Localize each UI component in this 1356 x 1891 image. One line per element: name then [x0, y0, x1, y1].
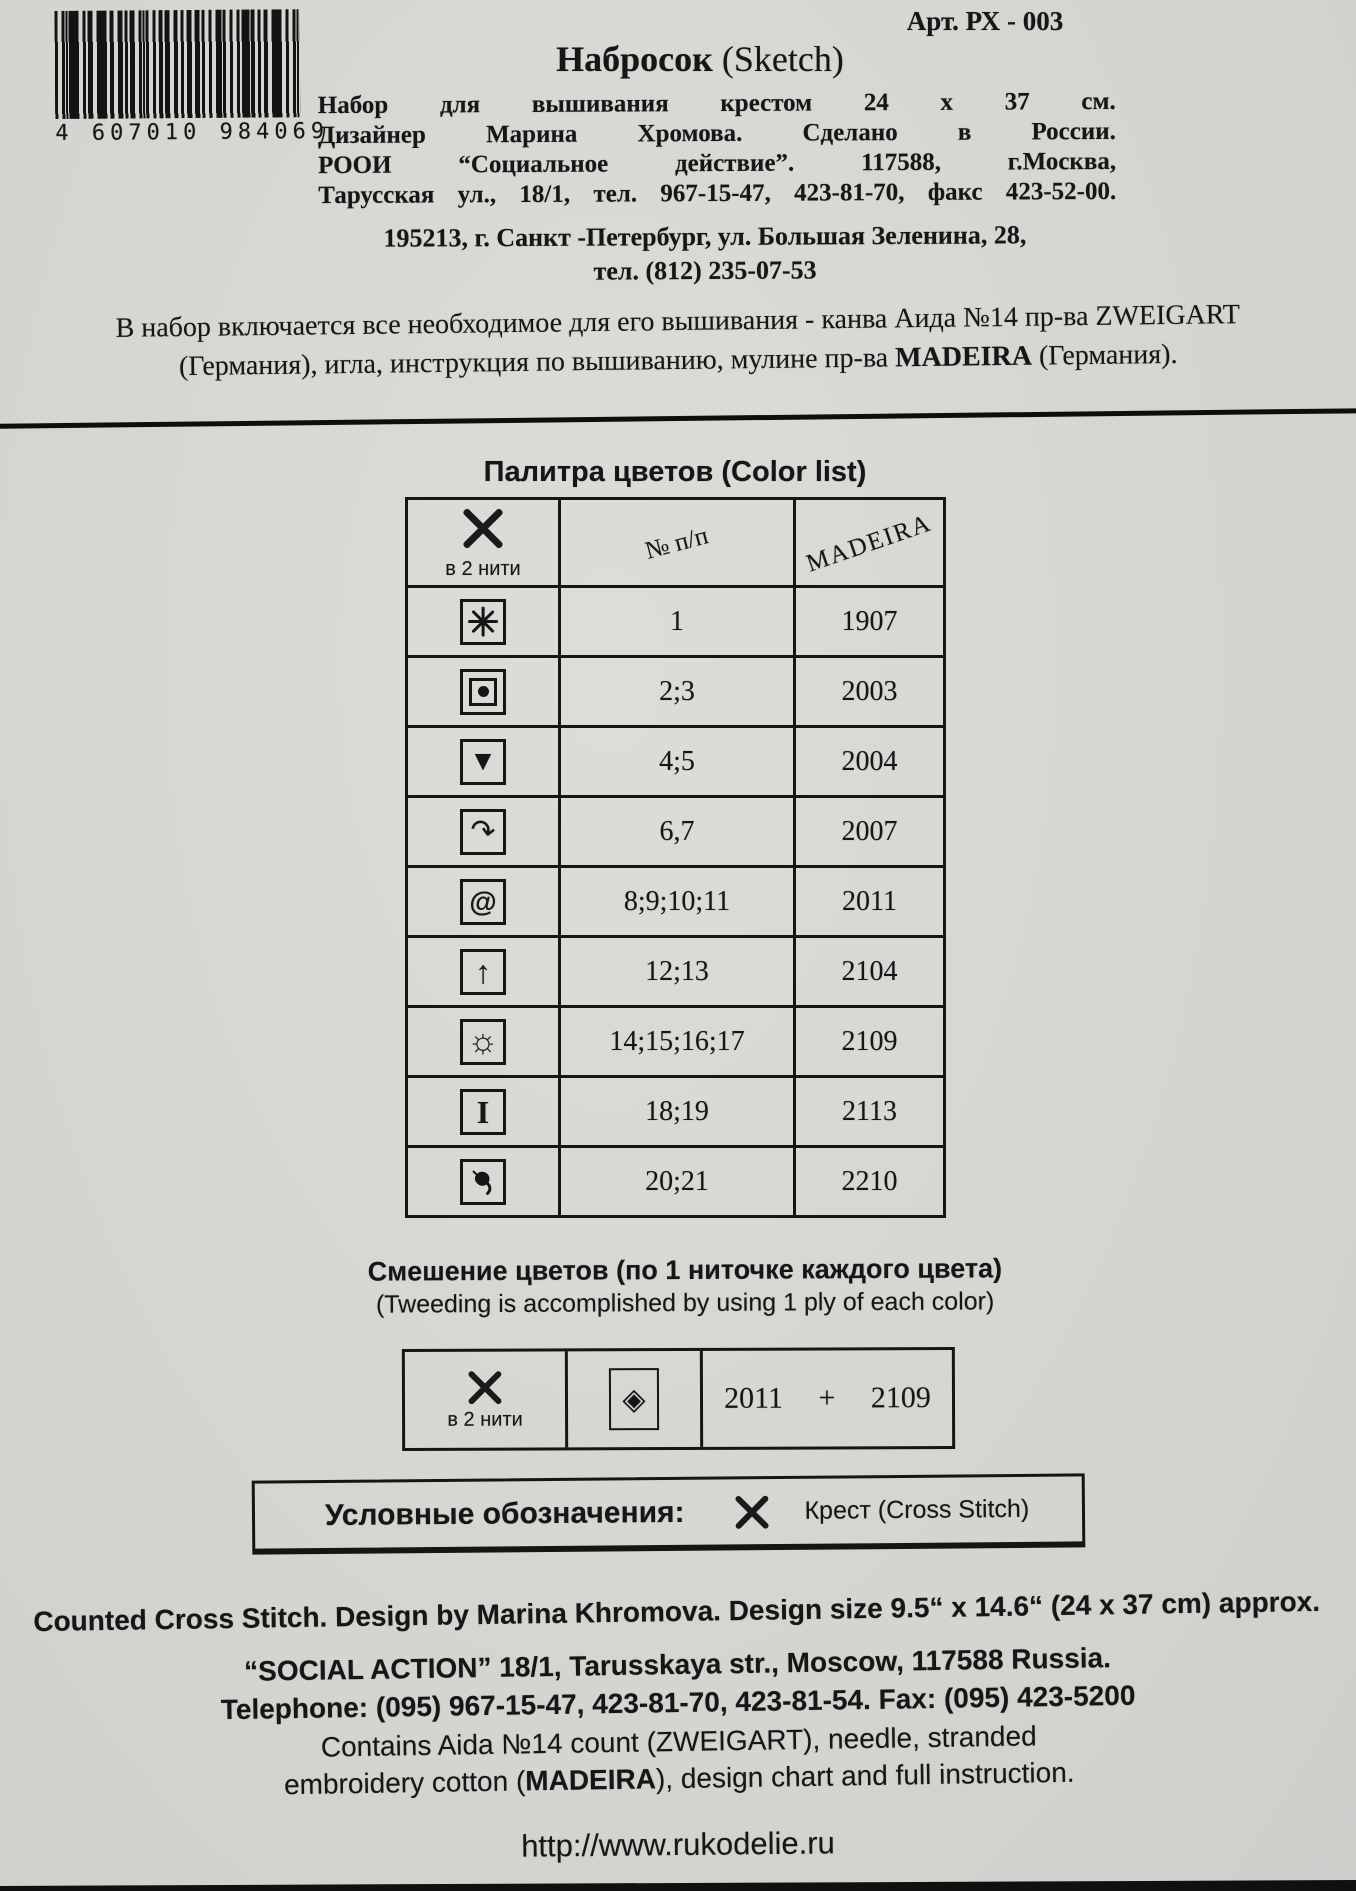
- header-cell-madeira: [795, 499, 945, 587]
- thread-numbers: 1: [560, 587, 795, 657]
- legend-label: Условные обозначения:: [324, 1495, 685, 1532]
- tweeding-heading: [230, 1253, 1140, 1321]
- madeira-code: 2104: [795, 937, 945, 1007]
- footer-design-line: Counted Cross Stitch. Design by Marina Khromova. Design size 9.5“ x 14.6“ (24 x 37 cm) approx.: [33, 1585, 1321, 1638]
- madeira-code: 2003: [795, 657, 945, 727]
- kit-line: Дизайнер Марина Хромова. Сделано в России.: [317, 117, 1116, 150]
- two-ply-label: в 2 нити: [447, 1408, 523, 1431]
- table-row: [407, 727, 945, 797]
- tweeding-title-ru: Смешение цветов (по 1 ниточке каждого цвета): [367, 1253, 1003, 1287]
- header-cell-stitch: [407, 499, 560, 587]
- table-row: [407, 1147, 945, 1217]
- table-row: [407, 657, 945, 727]
- legend-box: [252, 1473, 1086, 1554]
- cross-stitch-icon: [460, 505, 506, 551]
- tweeding-mix-codes: 2011 + 2109: [724, 1381, 931, 1415]
- madeira-code: 1907: [795, 587, 945, 657]
- barcode-bars-icon: [55, 9, 301, 119]
- table-row: [407, 797, 945, 867]
- spb-address-line2: тел. (812) 235-07-53: [593, 255, 817, 286]
- tweeding-mix-cell: [703, 1350, 952, 1447]
- contents-paragraph: [15, 294, 1342, 388]
- thread-numbers: 8;9;10;11: [560, 867, 795, 937]
- thread-numbers: 20;21: [560, 1147, 795, 1217]
- barcode: [55, 9, 330, 146]
- table-header-row: [407, 499, 945, 587]
- arrow-up-icon: ↑: [460, 949, 506, 995]
- tweeding-stitch-cell: [405, 1351, 568, 1448]
- horizontal-divider: [0, 408, 1356, 429]
- article-number: Арт. РХ - 003: [906, 6, 1064, 36]
- barcode-digits: 4 607010 984069: [55, 119, 330, 146]
- thread-numbers: 14;15;16;17: [560, 1007, 795, 1077]
- spb-address-line1: 195213, г. Санкт -Петербург, ул. Большая Зеленина, 28,: [383, 220, 1027, 253]
- footer-contents-line1: Contains Aida №14 count (ZWEIGART), needle, stranded: [320, 1720, 1037, 1763]
- table-row: [407, 1007, 945, 1077]
- spb-address: [320, 218, 1090, 290]
- title-russian: Набросок: [556, 39, 713, 79]
- footer-contents-post: ), design chart and full instruction.: [655, 1756, 1075, 1795]
- madeira-code: 2113: [795, 1077, 945, 1147]
- madeira-code: 2007: [795, 797, 945, 867]
- thread-numbers: 6,7: [560, 797, 795, 867]
- contents-line1: В набор включается все необходимое для его вышивания - канва Аида №14 пр-ва ZWEIGART: [115, 299, 1241, 344]
- footer-phone-line: Telephone: (095) 967-15-47, 423-81-70, 423-81-54. Fax: (095) 423-5200: [220, 1679, 1136, 1726]
- header-cell-number: [560, 499, 795, 587]
- curved-hook-icon: ↷: [460, 809, 506, 855]
- palette-title: Палитра цветов (Color list): [483, 456, 867, 488]
- website-url: http://www.rukodelie.ru: [521, 1825, 835, 1864]
- kit-line: РООИ “Социальное действие”. 117588, г.Москва,: [318, 147, 1117, 180]
- thread-numbers: 4;5: [560, 727, 795, 797]
- legend-item: Крест (Cross Stitch): [804, 1494, 1030, 1525]
- table-row: [407, 937, 945, 1007]
- contents-line2-post: (Германия).: [1031, 338, 1178, 372]
- footer-contents-madeira: MADEIRA: [525, 1763, 657, 1797]
- thread-numbers: 12;13: [560, 937, 795, 1007]
- at-sign-icon: @: [460, 879, 506, 925]
- tweeding-table: [402, 1347, 955, 1451]
- table-row: [407, 587, 945, 657]
- cross-stitch-icon: [466, 1368, 504, 1406]
- kit-line: Набор для вышивания крестом 24 х 37 см.: [317, 87, 1116, 120]
- contents-line2-madeira: MADEIRA: [894, 340, 1033, 374]
- scan-edge-bar: [0, 1880, 1356, 1891]
- number-column-label: № п/п: [642, 521, 712, 565]
- diamond-in-diamond-icon: ◈: [609, 1368, 659, 1430]
- title-english: (Sketch): [712, 39, 844, 79]
- thread-numbers: 2;3: [560, 657, 795, 727]
- table-row: [407, 1077, 945, 1147]
- madeira-column-label: MADEIRA: [803, 508, 936, 578]
- madeira-code: 2011: [795, 867, 945, 937]
- tweeding-title-en: (Tweeding is accomplished by using 1 ply of each color): [375, 1287, 995, 1319]
- color-palette-table: [405, 497, 946, 1218]
- madeira-code: 2210: [795, 1147, 945, 1217]
- page-title: [400, 38, 1000, 80]
- footer-contents-pre: embroidery cotton (: [283, 1765, 526, 1801]
- asterisk-8-spoke-icon: [460, 599, 506, 645]
- yarn-blob-icon: [460, 1159, 506, 1205]
- square-with-dot-icon: [460, 669, 506, 715]
- cross-stitch-icon: [732, 1493, 770, 1531]
- two-ply-label: в 2 нити: [445, 557, 521, 580]
- footer-address-line: “SOCIAL ACTION” 18/1, Tarusskaya str., Moscow, 117588 Russia.: [243, 1642, 1112, 1687]
- contents-line2-pre: (Германия), игла, инструкция по вышиванию, мулине пр-ва: [178, 342, 896, 383]
- tweeding-symbol-cell: [568, 1351, 703, 1447]
- sun-icon: ☼: [460, 1019, 506, 1065]
- thread-numbers: 18;19: [560, 1077, 795, 1147]
- madeira-code: 2109: [795, 1007, 945, 1077]
- kit-description-block: [318, 88, 1117, 212]
- english-footer-block: [9, 1586, 1348, 1806]
- madeira-code: 2004: [795, 727, 945, 797]
- kit-line: Тарусская ул., 18/1, тел. 967-15-47, 423-81-70, факс 423-52-00.: [318, 177, 1117, 210]
- triangle-down-icon: ▼: [460, 739, 506, 785]
- table-row: [407, 867, 945, 937]
- serif-capital-i-icon: I: [460, 1089, 506, 1135]
